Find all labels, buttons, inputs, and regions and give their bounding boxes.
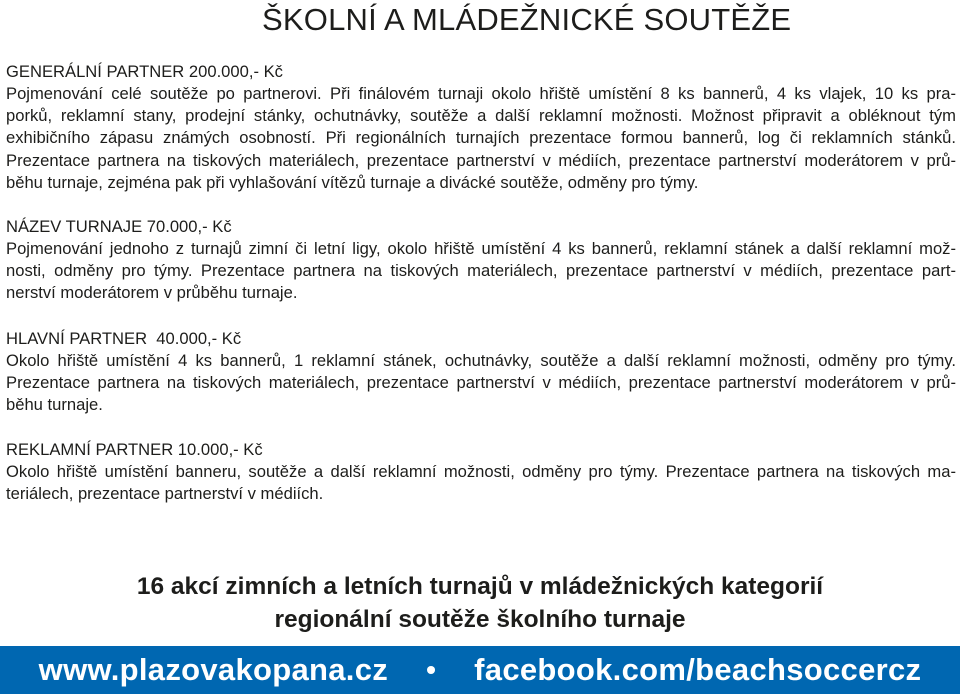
section-nazev-turnaje [6, 215, 956, 305]
facebook-link[interactable]: facebook.com/beachsoccercz [474, 652, 922, 687]
section-text [6, 83, 956, 194]
text-line: Pojmenování celé soutěže po partnerovi. Při finálovém turnaji okolo hřiště umístění 8 ks bannerů, 4 ks vlajek, 10 ks pra- [6, 84, 956, 103]
text-line: Okolo hřiště umístění banneru, soutěže a další reklamní možnosti, odměny pro týmy. Prezentace partnera na tiskových ma- [6, 462, 956, 481]
text-line: Prezentace partnera na tiskových materiálech, prezentace partnerství v médiích, prezentace partnerství moderátorem v prů- [6, 373, 956, 393]
website-link[interactable]: www.plazovakopana.cz [38, 652, 389, 687]
tagline-line-1: 16 akcí zimních a letních turnajů v mládežnických kategorií [136, 573, 824, 600]
text-line: Okolo hřiště umístění 4 ks bannerů, 1 reklamní stánek, ochutnávky, soutěže a další reklamní možnosti, odměny pro týmy. [6, 351, 956, 370]
tagline-line-2: regionální soutěže školního turnaje [274, 606, 686, 633]
section-generalni-partner [6, 60, 956, 194]
footer-banner [0, 646, 960, 694]
text-line: porků, reklamní stany, prodejní stánky, ochutnávky, soutěže a další reklamní možnosti. Možnost připravit a obléknout tým [6, 106, 956, 126]
section-heading: GENERÁLNÍ PARTNER 200.000,- Kč [6, 62, 283, 81]
text-line: exhibičního zápasu známých osobností. Při regionálních turnajích prezentace formou bannerů, log či reklamních stánků. [6, 128, 956, 148]
text-line: běhu turnaje. [6, 395, 103, 415]
section-heading: REKLAMNÍ PARTNER 10.000,- Kč [6, 440, 263, 459]
page-title: ŠKOLNÍ A MLÁDEŽNICKÉ SOUTĚŽE [262, 2, 792, 37]
section-text [6, 350, 956, 417]
text-line: nerství moderátorem v průběhu turnaje. [6, 283, 298, 303]
section-text [6, 461, 956, 505]
section-heading: HLAVNÍ PARTNER 40.000,- Kč [6, 329, 242, 348]
text-line: Prezentace partnera na tiskových materiálech, prezentace partnerství v médiích, prezentace partnerství moderátorem v prů- [6, 150, 956, 170]
bullet-separator: • [426, 654, 437, 685]
section-reklamni-partner [6, 438, 956, 505]
section-hlavni-partner [6, 327, 956, 417]
section-heading: NÁZEV TURNAJE 70.000,- Kč [6, 217, 232, 236]
section-text [6, 238, 956, 305]
text-line: teriálech, prezentace partnerství v médiích. [6, 484, 324, 504]
text-line: nosti, odměny pro týmy. Prezentace partnera na tiskových materiálech, prezentace partnerství v médiích, prezentace part- [6, 261, 956, 281]
text-line: běhu turnaje, zejména pak při vyhlašování vítězů turnaje a divácké soutěže, odměny pro týmy. [6, 172, 699, 192]
text-line: Pojmenování jednoho z turnajů zimní či letní ligy, okolo hřiště umístění 4 ks bannerů, reklamní stánek a další reklamní mož- [6, 239, 956, 258]
